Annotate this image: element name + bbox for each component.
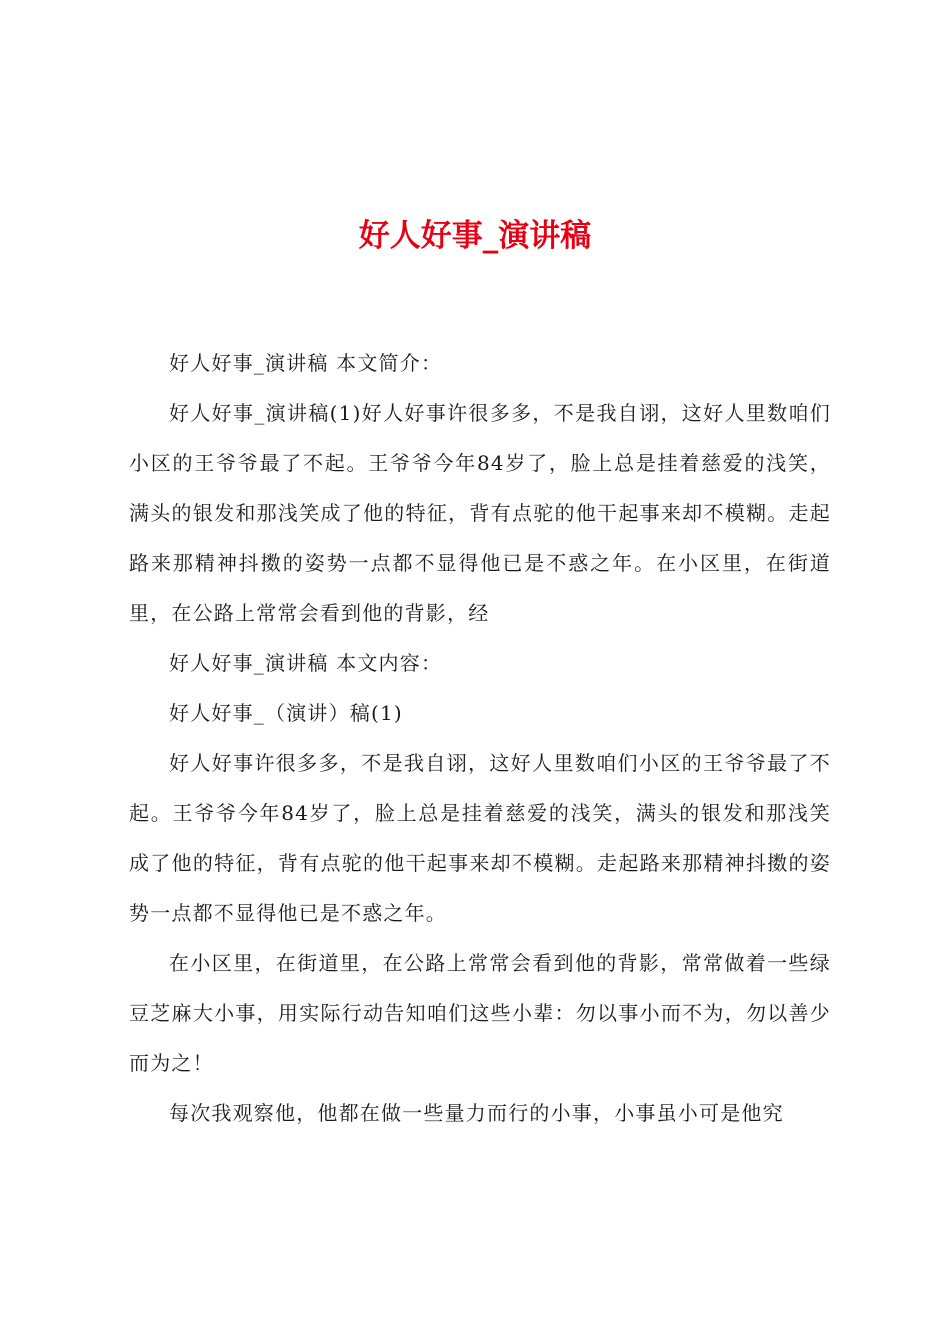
- paragraph-body-1: 好人好事许很多多，不是我自诩，这好人里数咱们小区的王爷爷最了不起。王爷爷今年84岁了，脸上总是挂着慈爱的浅笑，满头的银发和那浅笑成了他的特征，背有点驼的他干起事来却不模糊。走起路来那精神抖擞的姿势一点都不显得他已是不惑之年。: [129, 751, 831, 925]
- document-body: [129, 338, 831, 1138]
- paragraph-subtitle: 好人好事_（演讲）稿(1): [169, 701, 403, 725]
- paragraph-body-3: 每次我观察他，他都在做一些量力而行的小事，小事虽小可是他究: [169, 1101, 784, 1125]
- paragraph-content-heading: 好人好事_演讲稿 本文内容：: [169, 651, 443, 675]
- paragraph-body-2: 在小区里，在街道里，在公路上常常会看到他的背影，常常做着一些绿豆芝麻大小事，用实际行动告知咱们这些小辈：勿以事小而不为，勿以善少而为之！: [129, 951, 831, 1075]
- paragraph-summary: 好人好事_演讲稿(1)好人好事许很多多，不是我自诩，这好人里数咱们小区的王爷爷最了不起。王爷爷今年84岁了，脸上总是挂着慈爱的浅笑，满头的银发和那浅笑成了他的特征，背有点驼的他干起事来却不模糊。走起路来那精神抖擞的姿势一点都不显得他已是不惑之年。在小区里，在街道里，在公路上常常会看到他的背影，经: [129, 401, 831, 625]
- paragraph-summary-heading: 好人好事_演讲稿 本文简介：: [169, 351, 443, 375]
- document-title: 好人好事_演讲稿: [358, 218, 592, 254]
